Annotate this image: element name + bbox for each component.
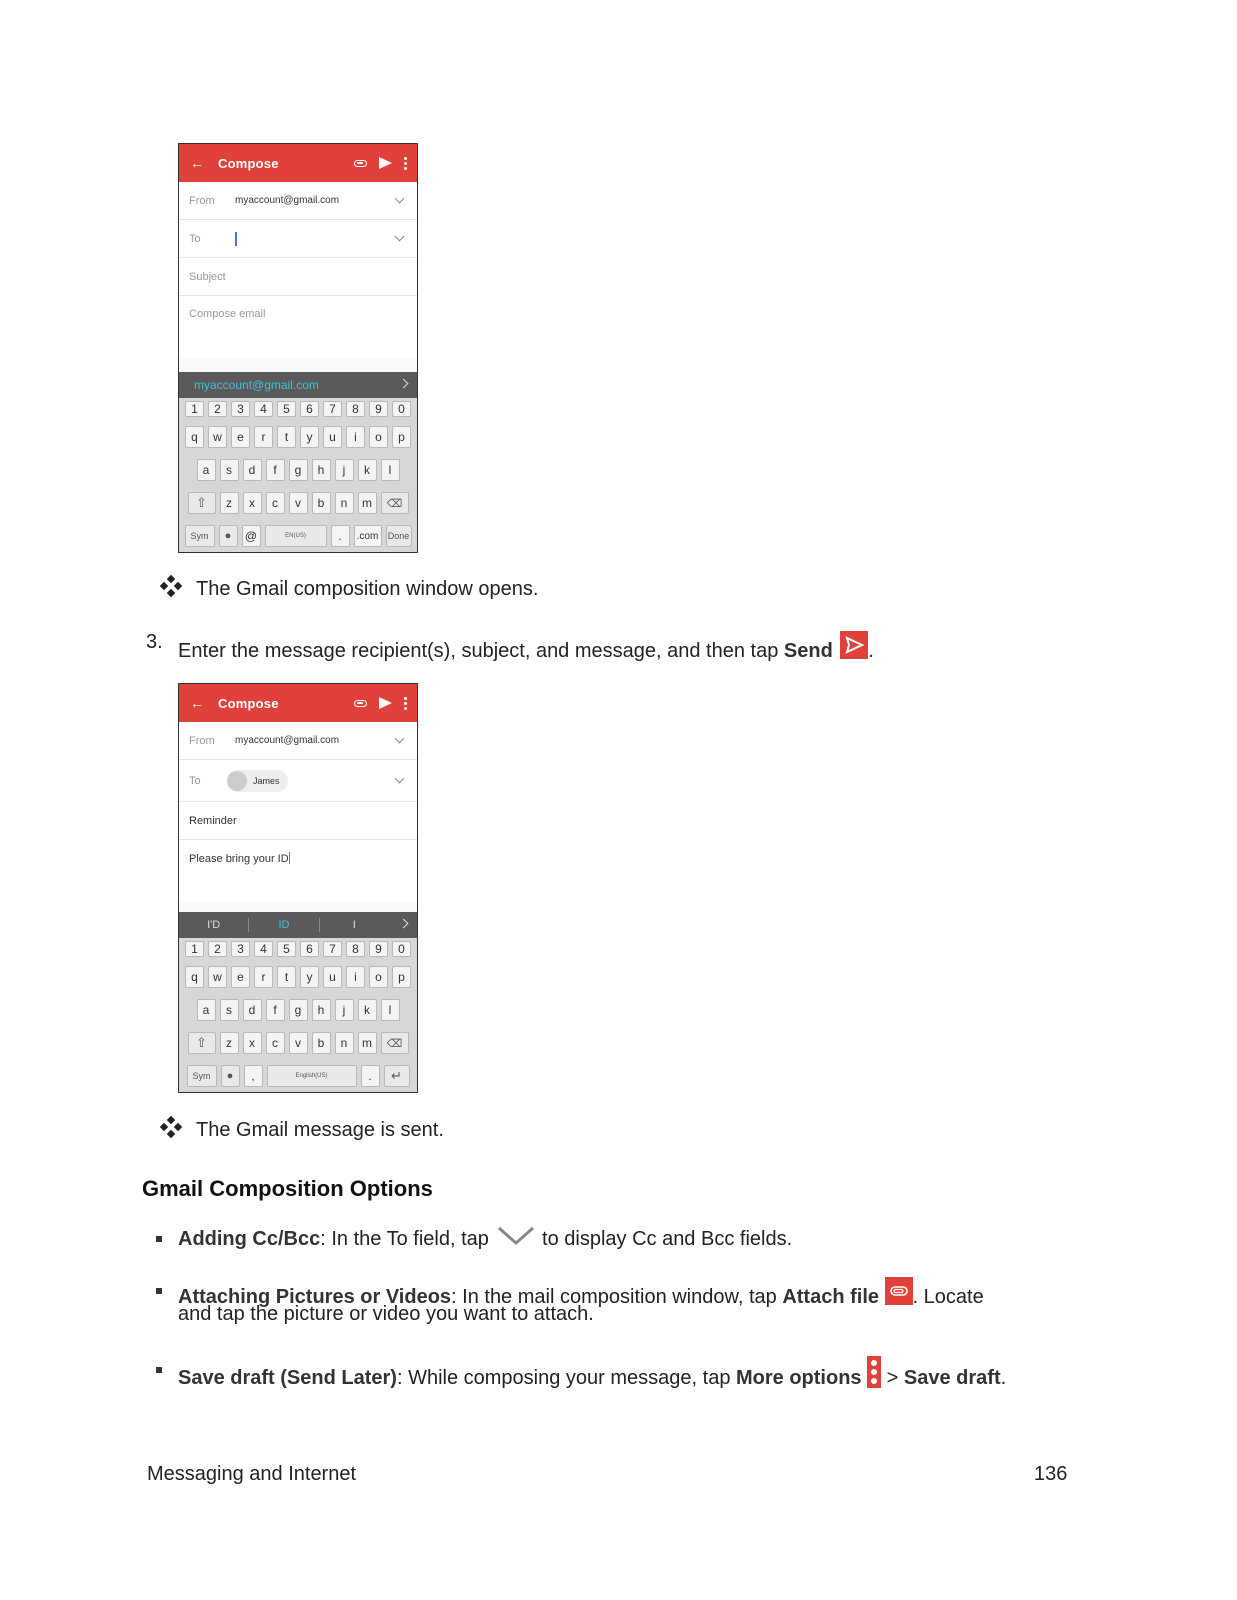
key[interactable]: h bbox=[312, 459, 331, 481]
avatar bbox=[227, 771, 247, 791]
key[interactable]: n bbox=[335, 1032, 354, 1054]
recipient-name: James bbox=[253, 775, 280, 786]
compose-screenshot-empty bbox=[178, 143, 418, 553]
bullet-title: Attaching Pictures or Videos bbox=[178, 1286, 452, 1308]
key[interactable]: g bbox=[289, 459, 308, 481]
shift-key-icon[interactable]: ⇧ bbox=[188, 492, 216, 514]
bullet-cc-bcc bbox=[178, 1225, 792, 1251]
step-number: 3. bbox=[146, 631, 163, 653]
step-3-instruction: Enter the message recipient(s), subject, and message, and then tap bbox=[178, 640, 784, 662]
key[interactable]: v bbox=[289, 492, 308, 514]
key[interactable]: u bbox=[323, 426, 342, 448]
key[interactable]: y bbox=[300, 966, 319, 988]
from-label: From bbox=[189, 734, 215, 747]
separator-text: > bbox=[881, 1367, 904, 1389]
backspace-key-icon[interactable]: ⌫ bbox=[381, 492, 409, 514]
keyboard bbox=[179, 912, 417, 1092]
chevron-down-icon bbox=[496, 1225, 536, 1247]
key[interactable]: e bbox=[231, 426, 250, 448]
more-options-icon[interactable] bbox=[404, 697, 407, 710]
key[interactable]: 5 bbox=[277, 401, 296, 417]
save-draft-label: Save draft bbox=[903, 1367, 1001, 1389]
key[interactable]: 6 bbox=[300, 941, 319, 957]
section-heading: Gmail Composition Options bbox=[142, 1176, 433, 1201]
to-label: To bbox=[189, 774, 201, 787]
key[interactable]: u bbox=[323, 966, 342, 988]
bullet-text: : While composing your message, tap bbox=[396, 1367, 736, 1389]
key[interactable]: r bbox=[254, 966, 273, 988]
send-icon bbox=[840, 631, 868, 659]
attach-file-icon[interactable] bbox=[354, 700, 367, 707]
key[interactable]: 8 bbox=[346, 401, 365, 417]
bullet-text-end: . bbox=[1000, 1367, 1007, 1389]
key[interactable]: 1 bbox=[185, 401, 204, 417]
sym-key[interactable]: Sym bbox=[185, 525, 215, 547]
subject-field[interactable] bbox=[179, 258, 417, 296]
key[interactable]: b bbox=[312, 1032, 331, 1054]
key[interactable]: o bbox=[369, 966, 388, 988]
backspace-key-icon[interactable]: ⌫ bbox=[381, 1032, 409, 1054]
send-label: Send bbox=[783, 640, 833, 662]
key[interactable]: e bbox=[231, 966, 250, 988]
send-icon[interactable] bbox=[379, 697, 392, 709]
microphone-icon[interactable]: ● bbox=[221, 1065, 240, 1087]
dot-key[interactable]: . bbox=[331, 525, 350, 547]
key[interactable]: r bbox=[254, 426, 273, 448]
from-value: myaccount@gmail.com bbox=[235, 735, 340, 746]
chevron-right-icon[interactable] bbox=[399, 919, 409, 929]
result-text-1: The Gmail composition window opens. bbox=[196, 578, 539, 600]
send-icon[interactable] bbox=[379, 157, 392, 169]
to-field[interactable] bbox=[179, 760, 417, 802]
key[interactable]: a bbox=[197, 999, 216, 1021]
chevron-down-icon[interactable] bbox=[395, 194, 405, 204]
key[interactable]: i bbox=[346, 966, 365, 988]
from-field[interactable] bbox=[179, 182, 417, 220]
key[interactable]: x bbox=[243, 1032, 262, 1054]
key[interactable]: c bbox=[266, 1032, 285, 1054]
key[interactable]: f bbox=[266, 999, 285, 1021]
key[interactable]: z bbox=[220, 492, 239, 514]
step-3-text bbox=[178, 631, 874, 663]
result-text-2: The Gmail message is sent. bbox=[196, 1119, 444, 1141]
dot-key[interactable]: . bbox=[361, 1065, 380, 1087]
shift-key-icon[interactable]: ⇧ bbox=[188, 1032, 216, 1054]
key[interactable]: m bbox=[358, 1032, 377, 1054]
more-options-label: More options bbox=[736, 1367, 862, 1389]
chevron-down-icon[interactable] bbox=[395, 734, 405, 744]
suggestion-word[interactable]: I'D bbox=[207, 919, 221, 931]
attach-file-icon[interactable] bbox=[354, 160, 367, 167]
back-arrow-icon[interactable]: ← bbox=[190, 695, 204, 711]
key[interactable]: q bbox=[185, 426, 204, 448]
key[interactable]: o bbox=[369, 426, 388, 448]
compose-title: Compose bbox=[218, 695, 279, 711]
text-cursor bbox=[235, 232, 237, 246]
dotcom-key[interactable]: .com bbox=[354, 525, 382, 547]
key[interactable]: l bbox=[381, 459, 400, 481]
compose-title: Compose bbox=[218, 155, 279, 171]
subject-value: Reminder bbox=[189, 814, 237, 827]
key[interactable]: w bbox=[208, 966, 227, 988]
key[interactable]: 2 bbox=[208, 941, 227, 957]
microphone-icon[interactable]: ● bbox=[219, 525, 238, 547]
suggestion-bar bbox=[179, 372, 417, 398]
key[interactable]: j bbox=[335, 459, 354, 481]
attach-file-label: Attach file bbox=[782, 1286, 879, 1308]
key[interactable]: 7 bbox=[323, 941, 342, 957]
key[interactable]: 9 bbox=[369, 401, 388, 417]
more-options-icon bbox=[867, 1356, 881, 1388]
key[interactable]: s bbox=[220, 459, 239, 481]
done-key[interactable]: Done bbox=[386, 525, 412, 547]
key[interactable]: g bbox=[289, 999, 308, 1021]
bullet-marker bbox=[156, 1367, 162, 1373]
to-label: To bbox=[189, 232, 201, 245]
key[interactable]: f bbox=[266, 459, 285, 481]
result-diamond-icon bbox=[161, 576, 181, 596]
space-key[interactable]: EN(US) bbox=[265, 525, 327, 547]
key[interactable]: w bbox=[208, 426, 227, 448]
key[interactable]: 9 bbox=[369, 941, 388, 957]
compose-body-field[interactable] bbox=[179, 840, 417, 902]
key[interactable]: n bbox=[335, 492, 354, 514]
key[interactable]: q bbox=[185, 966, 204, 988]
result-diamond-icon bbox=[161, 1117, 181, 1137]
compose-app-bar bbox=[179, 144, 417, 182]
suggestion-bar bbox=[179, 912, 417, 938]
from-value: myaccount@gmail.com bbox=[235, 195, 340, 206]
keyboard bbox=[179, 372, 417, 552]
bullet-text: : In the To field, tap bbox=[320, 1228, 489, 1250]
enter-key-icon[interactable]: ↵ bbox=[384, 1065, 410, 1087]
key[interactable]: z bbox=[220, 1032, 239, 1054]
key[interactable]: x bbox=[243, 492, 262, 514]
compose-body-field[interactable] bbox=[179, 296, 417, 358]
at-key[interactable]: @ bbox=[242, 525, 261, 547]
comma-key[interactable]: , bbox=[244, 1065, 263, 1087]
key[interactable]: m bbox=[358, 492, 377, 514]
step-3-period: . bbox=[868, 640, 874, 662]
body-value: Please bring your ID bbox=[189, 853, 289, 865]
back-arrow-icon[interactable]: ← bbox=[190, 155, 204, 171]
bullet-text: : In the mail composition window, tap bbox=[451, 1286, 783, 1308]
key[interactable]: 6 bbox=[300, 401, 319, 417]
key[interactable]: v bbox=[289, 1032, 308, 1054]
key[interactable]: 8 bbox=[346, 941, 365, 957]
text-cursor bbox=[289, 852, 291, 864]
space-key[interactable]: English(US) bbox=[267, 1065, 357, 1087]
subject-field[interactable] bbox=[179, 802, 417, 840]
page-number: 136 bbox=[1034, 1463, 1068, 1485]
more-options-icon[interactable] bbox=[404, 157, 407, 170]
bullet-title: Adding Cc/Bcc bbox=[178, 1228, 321, 1250]
key[interactable]: 7 bbox=[323, 401, 342, 417]
key[interactable]: c bbox=[266, 492, 285, 514]
key[interactable]: 4 bbox=[254, 401, 273, 417]
sym-key[interactable]: Sym bbox=[187, 1065, 217, 1087]
suggestion-word[interactable]: ID bbox=[278, 919, 290, 931]
body-placeholder: Compose email bbox=[189, 308, 266, 320]
key[interactable]: k bbox=[358, 459, 377, 481]
key[interactable]: b bbox=[312, 492, 331, 514]
key[interactable]: s bbox=[220, 999, 239, 1021]
key[interactable]: p bbox=[392, 426, 411, 448]
key[interactable]: t bbox=[277, 426, 296, 448]
key[interactable]: a bbox=[197, 459, 216, 481]
from-field[interactable] bbox=[179, 722, 417, 760]
key[interactable]: d bbox=[243, 459, 262, 481]
key[interactable]: 0 bbox=[392, 401, 411, 417]
subject-placeholder: Subject bbox=[189, 270, 226, 283]
attach-file-icon bbox=[885, 1277, 913, 1305]
key[interactable]: 3 bbox=[231, 401, 250, 417]
bullet-marker bbox=[156, 1236, 162, 1242]
key[interactable]: l bbox=[381, 999, 400, 1021]
bullet-title: Save draft (Send Later) bbox=[178, 1367, 397, 1389]
chevron-right-icon[interactable] bbox=[399, 379, 409, 389]
suggestion-email[interactable]: myaccount@gmail.com bbox=[194, 378, 319, 392]
key[interactable]: 0 bbox=[392, 941, 411, 957]
key[interactable]: d bbox=[243, 999, 262, 1021]
footer-section-title: Messaging and Internet bbox=[147, 1463, 357, 1485]
key[interactable]: 5 bbox=[277, 941, 296, 957]
key[interactable]: i bbox=[346, 426, 365, 448]
suggestion-word[interactable]: I bbox=[352, 919, 356, 931]
key[interactable]: 1 bbox=[185, 941, 204, 957]
bullet-marker bbox=[156, 1288, 162, 1294]
bullet-attach-line2: and tap the picture or video you want to attach. bbox=[178, 1303, 594, 1325]
key[interactable]: 4 bbox=[254, 941, 273, 957]
key[interactable]: j bbox=[335, 999, 354, 1021]
to-field[interactable] bbox=[179, 220, 417, 258]
bullet-text-end: to display Cc and Bcc fields. bbox=[542, 1228, 793, 1250]
key[interactable]: k bbox=[358, 999, 377, 1021]
key[interactable]: 2 bbox=[208, 401, 227, 417]
bullet-text-end: . Locate bbox=[912, 1286, 984, 1308]
compose-screenshot-filled bbox=[178, 683, 418, 1093]
key[interactable]: p bbox=[392, 966, 411, 988]
chevron-down-icon[interactable] bbox=[395, 774, 405, 784]
key[interactable]: y bbox=[300, 426, 319, 448]
compose-app-bar bbox=[179, 684, 417, 722]
bullet-save-draft bbox=[178, 1356, 1006, 1390]
key[interactable]: 3 bbox=[231, 941, 250, 957]
recipient-chip[interactable] bbox=[227, 770, 288, 792]
key[interactable]: h bbox=[312, 999, 331, 1021]
from-label: From bbox=[189, 194, 215, 207]
chevron-down-icon[interactable] bbox=[395, 232, 405, 242]
key[interactable]: t bbox=[277, 966, 296, 988]
